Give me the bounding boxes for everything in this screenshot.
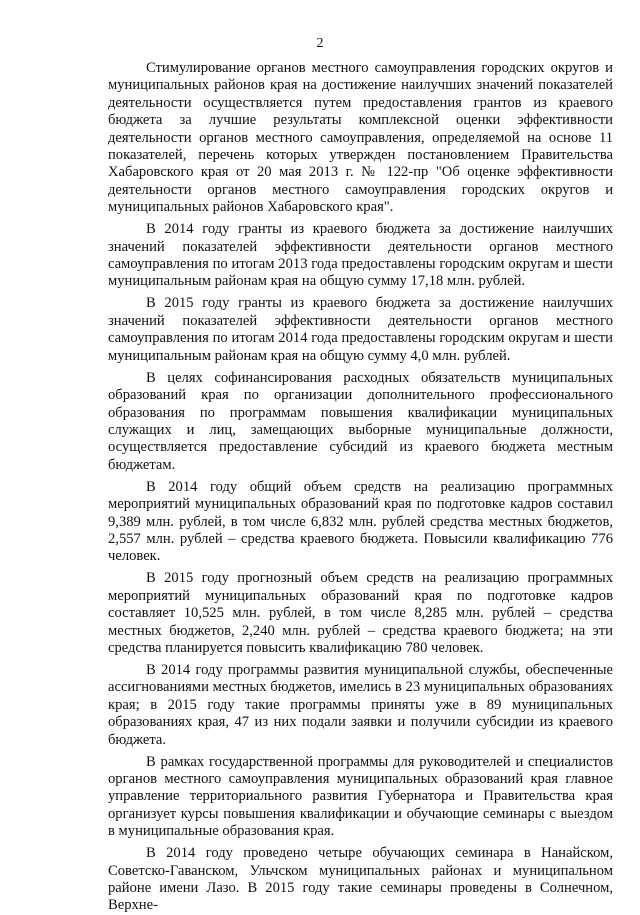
paragraph-training-2014: В 2014 году общий объем средств на реализацию программных мероприятий муниципальных образований края по подготовке кадров составил 9,389 млн. рублей, в том числе 6,832 млн. рублей средства местных бюджетов, 2,557 млн. рублей – средства краевого бюджета. Повысили квалификацию 776 человек. — [108, 478, 613, 565]
page-number: 2 — [316, 36, 324, 51]
paragraph-state-program-courses: В рамках государственной программы для руководителей и специалистов органов местного самоуправления муниципальных образований края главное управление территориального развития Губернатора и Правительства края организует курсы повышения квалификации и обучающие семинары с выездом в муниципальные образования края. — [108, 753, 613, 840]
paragraph-training-2015: В 2015 году прогнозный объем средств на реализацию программных мероприятий муниципальных образований края по подготовке кадров составляет 10,525 млн. рублей, в том числе 8,285 млн. рублей – средства местных бюджетов, 2,240 млн. рублей – средства краевого бюджета; на эти средства планируется повысить квалификацию 780 человек. — [108, 570, 613, 656]
paragraph-cofinancing: В целях софинансирования расходных обязательств муниципальных образований края по организации дополнительного профессионального образования по программам повышения квалификации муниципальных служащих и лиц, замещающих выборные муниципальные должности, осуществляется предоставление субсидий из краевого бюджета местным бюджетам. — [108, 369, 613, 473]
paragraph-municipal-service-programs: В 2014 году программы развития муниципальной службы, обеспеченные ассигнованиями местных бюджетов, имелись в 23 муниципальных образованиях края; в 2015 году такие программы приняты уже в 89 муниципальных образованиях края, 47 из них подали заявки и получили субсидии из краевого бюджета. — [108, 661, 613, 748]
paragraph-grants-stimulation: Стимулирование органов местного самоуправления городских округов и муниципальных районов края на достижение наилучших значений показателей деятельности осуществляется путем предоставления грантов из краевого бюджета за лучшие результаты комплексной оценки эффективности деятельности органов местного самоуправления, определяемой на основе 11 показателей, перечень которых утвержден постановлением Правительства Хабаровского края от 20 мая 2013 г. № 122-пр "Об оценке эффективности деятельности органов местного самоуправления городских округов и муниципальных районов Хабаровского края". — [108, 60, 613, 216]
paragraph-grants-2015: В 2015 году гранты из краевого бюджета за достижение наилучших значений показателей эффективности деятельности органов местного самоуправления по итогам 2014 года предоставлены городским округам и шести муниципальным районам края на общую сумму 4,0 млн. рублей. — [108, 295, 613, 364]
paragraph-grants-2014: В 2014 году гранты из краевого бюджета за достижение наилучших значений показателей эффективности деятельности органов местного самоуправления по итогам 2013 года предоставлены городским округам и шести муниципальным районам края на общую сумму 17,18 млн. рублей. — [108, 221, 613, 290]
document-body — [108, 60, 613, 915]
paragraph-seminars: В 2014 году проведено четыре обучающих семинара в Нанайском, Советско-Гаванском, Ульчском муниципальных районах и муниципальном районе имени Лазо. В 2015 году такие семинары проведены в Солнечном, Верхне- — [108, 845, 613, 914]
